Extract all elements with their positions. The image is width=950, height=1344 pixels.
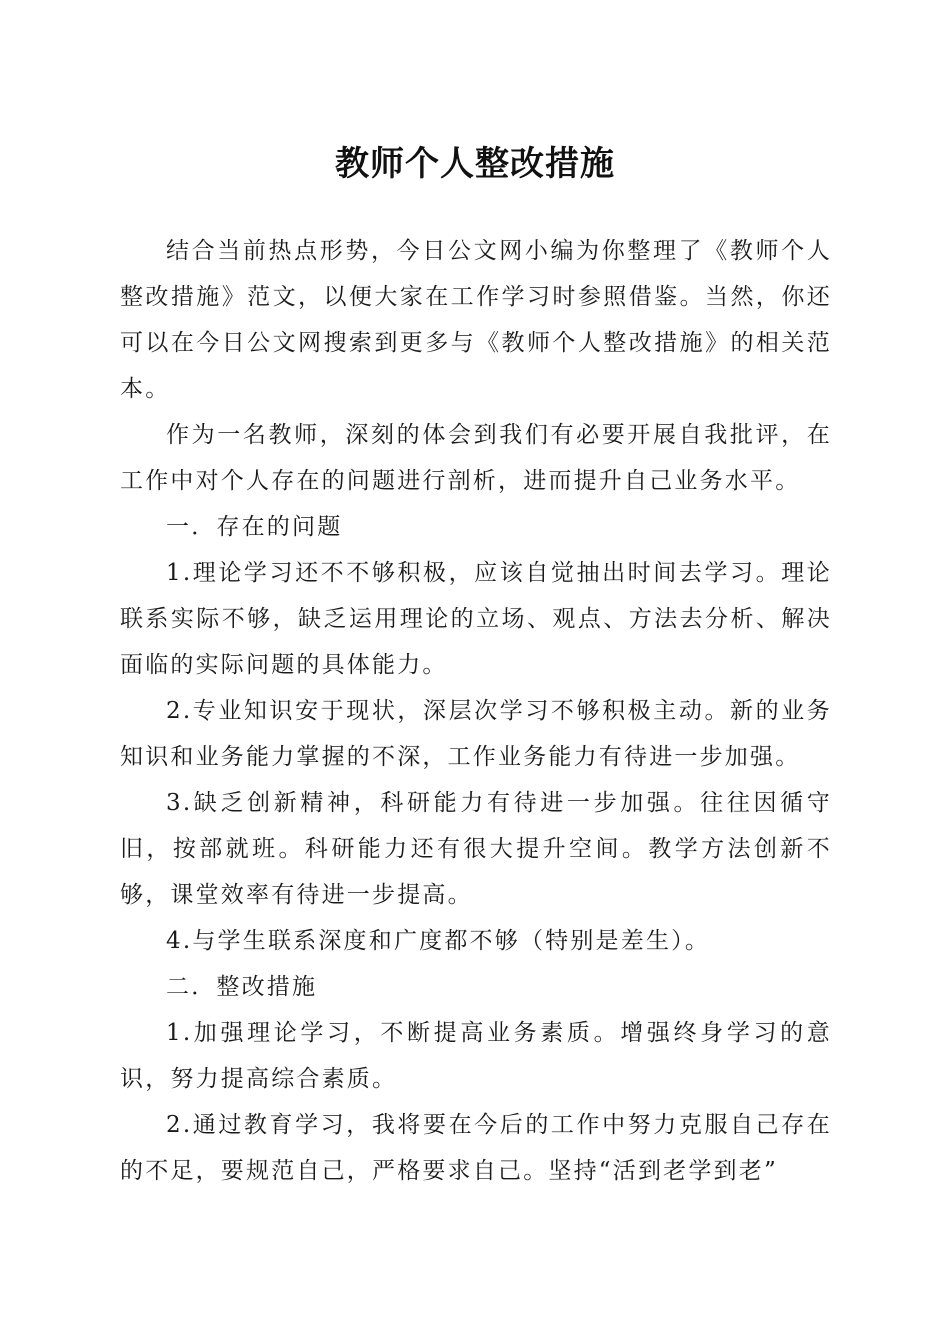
problem-item-1: 1.理论学习还不不够积极，应该自觉抽出时间去学习。理论联系实际不够，缺乏运用理论的立场、观点、方法去分析、解决面临的实际问题的具体能力。	[120, 560, 832, 678]
section-heading-problems: 一．存在的问题	[166, 514, 343, 540]
problem-item-3: 3.缺乏创新精神，科研能力有待进一步加强。往往因循守旧，按部就班。科研能力还有很大提升空间。教学方法创新不够，课堂效率有待进一步提高。	[120, 790, 832, 908]
measure-item-1: 1.加强理论学习，不断提高业务素质。增强终身学习的意识，努力提高综合素质。	[120, 1020, 832, 1092]
section-heading-measures: 二．整改措施	[166, 974, 318, 1000]
document-title: 教师个人整改措施	[335, 144, 615, 184]
intro-paragraph: 结合当前热点形势，今日公文网小编为你整理了《教师个人整改措施》范文，以便大家在工作学习时参照借鉴。当然，你还可以在今日公文网搜索到更多与《教师个人整改措施》的相关范本。	[120, 238, 832, 402]
problem-item-4: 4.与学生联系深度和广度都不够（特别是差生）。	[166, 928, 711, 954]
opening-paragraph: 作为一名教师，深刻的体会到我们有必要开展自我批评，在工作中对个人存在的问题进行剖析，进而提升自己业务水平。	[120, 422, 832, 494]
measure-item-2: 2.通过教育学习，我将要在今后的工作中努力克服自己存在的不足，要规范自己，严格要求自己。坚持“活到老学到老”	[120, 1112, 832, 1184]
problem-item-2: 2.专业知识安于现状，深层次学习不够积极主动。新的业务知识和业务能力掌握的不深，工作业务能力有待进一步加强。	[120, 698, 832, 770]
document-body	[120, 228, 832, 1194]
